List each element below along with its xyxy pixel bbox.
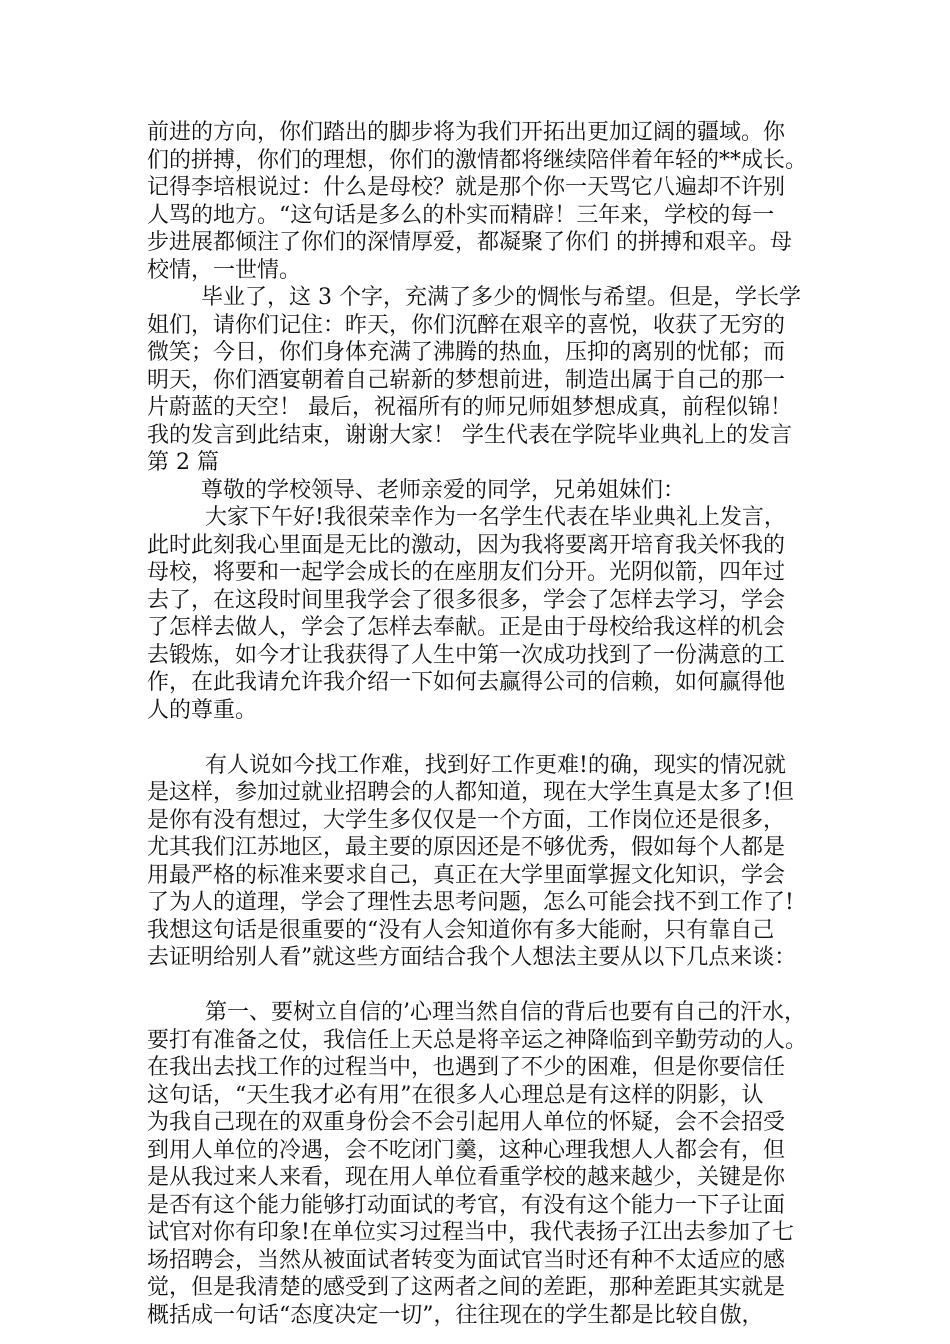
text-line: 人的尊重。 bbox=[147, 697, 258, 723]
text-line: 大家下午好!我很荣幸作为一名学生代表在毕业典礼上发言， bbox=[205, 505, 786, 530]
paragraph-graduation bbox=[147, 284, 837, 477]
text-line: 们的拼搏，你们的理想，你们的激情都将继续陪伴着年轻的**成长。 bbox=[147, 147, 808, 173]
paragraph-confidence bbox=[147, 999, 837, 1329]
text-line: 了怎样去做人，学会了怎样去奉献。正是由于母校给我这样的机会 bbox=[147, 615, 786, 640]
text-line: 第一、要树立自信的’心理当然自信的背后也要有自己的汗水， bbox=[205, 1000, 806, 1025]
paragraph-spacer bbox=[147, 972, 837, 1000]
text-line: 母校，将要和一起学会成长的在座朋友们分开。光阴似箭，四年过 bbox=[147, 560, 786, 585]
paragraph-greeting bbox=[147, 504, 837, 724]
text-line: 用最严格的标准来要求自己，真正在大学里面掌握文化知识，学会 bbox=[147, 862, 786, 888]
document-body bbox=[147, 119, 837, 1329]
text-line: 在我出去找工作的过程当中，也遇到了不少的困难，但是你要信任 bbox=[147, 1055, 786, 1080]
text-line: 我的发言到此结束，谢谢大家！ 学生代表在学院毕业典礼上的发言 bbox=[147, 422, 792, 448]
text-line: 明天，你们酒宴朝着自己崭新的梦想前进，制造出属于自己的那一 bbox=[147, 367, 786, 393]
text-line: 去锻炼，如今才让我获得了人生中第一次成功找到了一份满意的工 bbox=[147, 642, 786, 668]
text-line: 到用人单位的冷遇，会不吃闭门羹，这种心理我想人人都会有，但 bbox=[147, 1137, 786, 1163]
text-line: 试官对你有印象!在单位实习过程当中，我代表扬子江出去参加了七 bbox=[147, 1220, 794, 1245]
text-line: 要打有准备之仗，我信任上天总是将辛运之神降临到辛勤劳动的人。 bbox=[147, 1027, 808, 1053]
text-line: 尊敬的学校领导、老师亲爱的同学，兄弟姐妹们： bbox=[201, 477, 686, 503]
text-line: 微笑；今日，你们身体充满了沸腾的热血，压抑的离别的忧郁；而 bbox=[147, 340, 786, 365]
text-line: 尤其我们江苏地区，最主要的原因还是不够优秀，假如每个人都是 bbox=[147, 835, 786, 860]
paragraph-salutation bbox=[147, 477, 837, 505]
text-line: 是这样，参加过就业招聘会的人都知道，现在大学生真是太多了!但 bbox=[147, 780, 794, 805]
text-line: 去证明给别人看”就这些方面结合我个人想法主要从以下几点来谈： bbox=[147, 945, 797, 970]
text-line: 有人说如今找工作难，找到好工作更难!的确，现实的情况就 bbox=[205, 752, 786, 778]
text-line: 为我自己现在的双重身份会不会引起用人单位的怀疑，会不会招受 bbox=[147, 1110, 786, 1135]
text-line: 了为人的道理，学会了理性去思考问题，怎么可能会找不到工作了! bbox=[147, 890, 794, 915]
text-line: 作，在此我请允许我介绍一下如何去赢得公司的信赖，如何赢得他 bbox=[147, 670, 786, 695]
text-line: 我想这句话是很重要的“没有人会知道你有多大能耐，只有靠自己 bbox=[147, 917, 775, 943]
text-line: 觉，但是我清楚的感受到了这两者之间的差距，那种差距其实就是 bbox=[147, 1275, 786, 1300]
text-line: 是你有没有想过，大学生多仅仅是一个方面，工作岗位还是很多， bbox=[147, 807, 786, 833]
paragraph-alma-mater bbox=[147, 119, 837, 284]
text-line: 这句话，“天生我才必有用”在很多人心理总是有这样的阴影，认 bbox=[147, 1082, 764, 1108]
text-line: 是否有这个能力能够打动面试的考官，有没有这个能力一下子让面 bbox=[147, 1192, 786, 1218]
text-line: 场招聘会，当然从被面试者转变为面试官当时还有种不太适应的感 bbox=[147, 1247, 786, 1273]
text-line: 第 2 篇 bbox=[147, 450, 219, 475]
text-line: 概括成一句话“态度决定一切”，往往现在的学生都是比较自傲， bbox=[147, 1302, 764, 1328]
text-line: 记得李培根说过：什么是母校？就是那个你一天骂它八遍却不许别 bbox=[147, 175, 786, 200]
text-line: 人骂的地方。“这句话是多么的朴实而精辟！三年来，学校的每一 bbox=[147, 202, 775, 228]
text-line: 是从我过来人来看，现在用人单位看重学校的越来越少，关键是你 bbox=[147, 1165, 786, 1190]
text-line: 片蔚蓝的天空！ 最后，祝福所有的师兄师姐梦想成真，前程似锦！ bbox=[147, 395, 792, 420]
paragraph-spacer bbox=[147, 724, 837, 752]
paragraph-job-hunting bbox=[147, 752, 837, 972]
text-line: 步进展都倾注了你们的深情厚爱，都凝聚了你们 的拼搏和艰辛。母 bbox=[147, 230, 792, 255]
text-line: 此时此刻我心里面是无比的激动，因为我将要离开培育我关怀我的 bbox=[147, 532, 786, 558]
text-line: 校情，一世情。 bbox=[147, 257, 302, 283]
text-line: 姐们，请你们记住：昨天，你们沉醉在艰辛的喜悦，收获了无穷的 bbox=[147, 312, 786, 338]
text-line: 去了，在这段时间里我学会了很多很多，学会了怎样去学习，学会 bbox=[147, 587, 786, 613]
text-line: 前进的方向，你们踏出的脚步将为我们开拓出更加辽阔的疆域。你 bbox=[147, 120, 786, 145]
text-line: 毕业了，这 3 个字，充满了多少的惆怅与希望。但是，学长学 bbox=[201, 285, 801, 310]
